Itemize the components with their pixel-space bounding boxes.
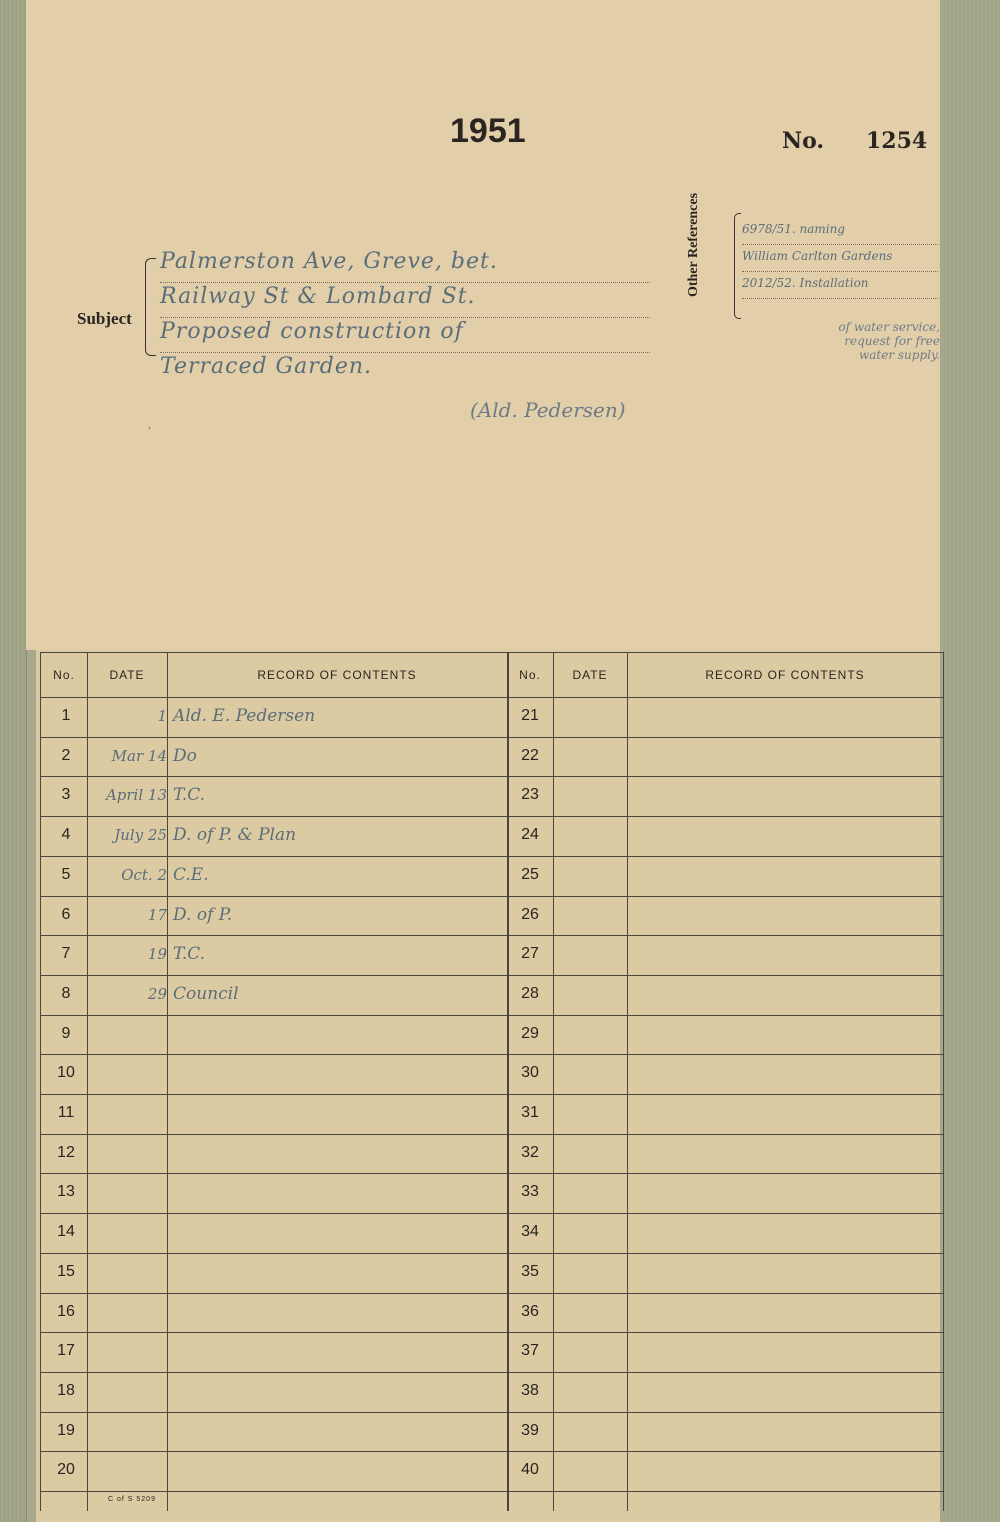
subject-line: Terraced Garden. [160,354,373,379]
row-number: 8 [61,984,71,1002]
row-number: 3 [61,786,71,804]
row-number: 18 [57,1381,75,1399]
row-number: 12 [57,1143,75,1161]
print-code: C of S 5209 [108,1496,156,1503]
row-number: 34 [521,1223,539,1241]
row-date: 1 [157,707,167,725]
references-notes: of water service, request for free water supply. [838,320,940,362]
row-rule [41,1293,943,1294]
row-content: D. of P. [173,904,233,925]
row-rule [41,1451,943,1452]
row-date: July 25 [114,826,167,845]
column-rule [627,653,628,1511]
row-number: 10 [57,1064,75,1082]
tick-mark: , [148,417,151,431]
binding-tape-right [940,0,1000,1522]
row-rule [41,737,943,738]
row-number: 30 [521,1064,539,1082]
row-number: 29 [521,1024,539,1042]
row-number: 17 [57,1342,75,1360]
row-number: 24 [521,826,539,844]
references-lines [742,218,938,299]
row-number: 36 [521,1302,539,1320]
column-rule [167,653,168,1511]
row-content: Council [173,983,239,1004]
file-number-label: No. [782,128,825,154]
row-rule [41,816,943,817]
row-number: 19 [57,1421,75,1439]
row-number: 13 [57,1183,75,1201]
row-rule [41,776,943,777]
row-number: 11 [57,1104,75,1121]
row-content: D. of P. & Plan [173,825,297,846]
row-number: 22 [521,746,539,764]
row-rule [41,1412,943,1413]
header-record-right: RECORD OF CONTENTS [705,668,865,682]
row-rule [41,1134,943,1135]
references-brace [734,213,741,319]
row-date: Mar 14 [111,746,167,765]
row-rule [41,1253,943,1254]
header-rule [41,697,943,698]
row-number: 21 [521,707,539,724]
row-number: 32 [521,1143,539,1161]
row-number: 20 [57,1461,75,1479]
subject-line: Railway St & Lombard St. [160,283,650,318]
column-rule [553,653,554,1511]
subject-line: Proposed construction of [160,318,650,353]
row-date: April 13 [105,786,167,805]
header-no-right: No. [519,668,541,682]
subject-brace [145,258,156,356]
row-rule [41,896,943,897]
row-number: 1 [61,707,71,724]
row-rule [41,1213,943,1214]
reference-line: William Carlton Gardens [742,245,938,272]
reference-line: 6978/51. naming [742,218,938,245]
row-number: 25 [521,865,539,883]
file-year: 1951 [450,112,526,150]
row-number: 6 [61,905,71,923]
row-number: 38 [521,1381,539,1399]
row-rule [41,1015,943,1016]
row-number: 31 [521,1104,539,1121]
row-number: 37 [521,1342,539,1360]
row-number: 2 [61,746,71,764]
subject-label: Subject [77,309,132,328]
contents-ledger [40,652,944,1511]
row-rule [41,1173,943,1174]
row-rule [41,1332,943,1333]
row-number: 23 [521,786,539,804]
row-rule [41,1054,943,1055]
header-no-left: No. [53,668,75,682]
row-number: 35 [521,1262,539,1280]
row-rule [41,856,943,857]
row-date: 29 [147,984,167,1003]
row-number: 16 [57,1302,75,1320]
row-rule [41,1491,943,1492]
subject-lines [160,248,650,387]
row-number: 27 [521,945,539,963]
header-date-left: DATE [109,668,145,682]
binding-tape-left [0,0,27,1522]
row-number: 33 [521,1183,539,1201]
row-number: 40 [521,1461,539,1479]
header-date-right: DATE [572,668,608,682]
row-number: 39 [521,1421,539,1439]
row-content: T.C. [173,944,206,965]
row-date: Oct. 2 [121,865,167,884]
row-date: 17 [147,905,167,924]
row-content: Ald. E. Pedersen [173,706,316,726]
header-record-left: RECORD OF CONTENTS [257,668,417,682]
row-rule [41,1372,943,1373]
subject-note: (Ald. Pedersen) [470,398,626,422]
row-rule [41,1094,943,1095]
reference-line: 2012/52. Installation [742,272,938,299]
row-number: 4 [61,826,71,844]
row-number: 26 [521,905,539,923]
row-number: 9 [61,1024,71,1042]
row-content: Do [173,745,197,766]
row-number: 14 [57,1223,75,1241]
row-number: 28 [521,984,539,1002]
row-date: 19 [147,945,167,964]
row-rule [41,935,943,936]
row-number: 7 [61,945,71,963]
row-content: C.E. [173,864,209,885]
row-rule [41,975,943,976]
other-references-label: Other References [686,192,701,298]
subject-line: Palmerston Ave, Greve, bet. [160,248,650,283]
file-number: 1254 [866,128,928,154]
row-number: 5 [61,865,71,883]
row-content: T.C. [173,785,206,806]
row-number: 15 [57,1262,75,1280]
